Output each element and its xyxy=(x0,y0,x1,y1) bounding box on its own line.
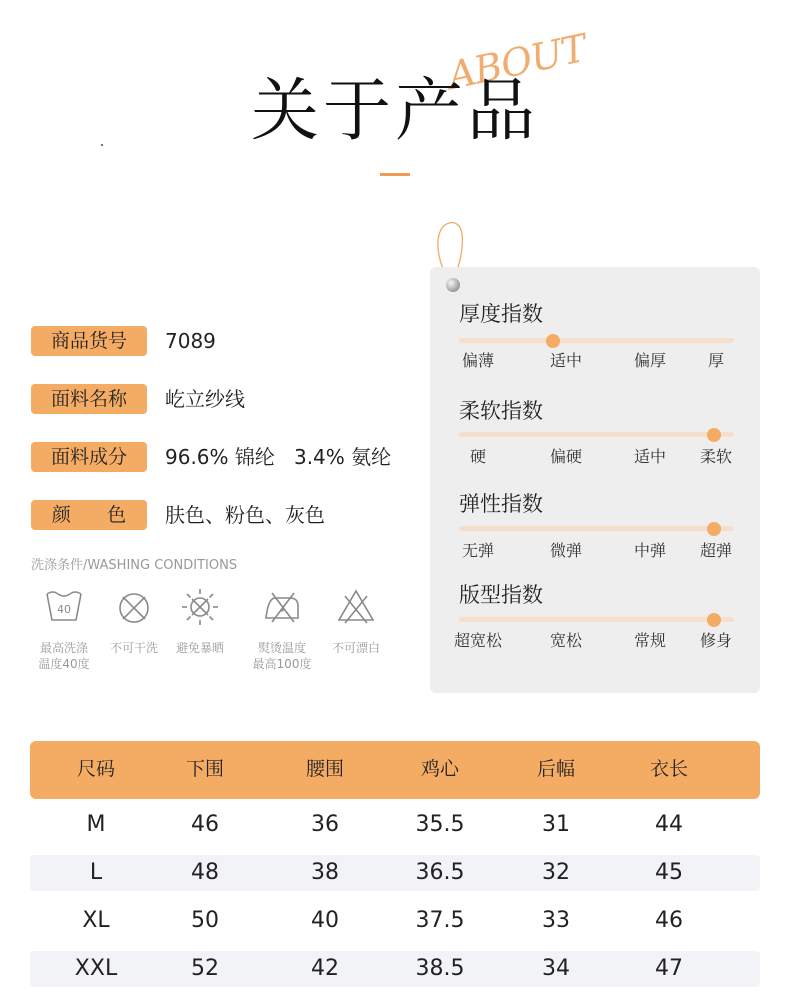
index-level-dot xyxy=(707,613,721,627)
index-track xyxy=(459,526,734,531)
wash-label-line1: 不可干洗 xyxy=(109,641,158,655)
wash-item-avoid-sun xyxy=(158,586,242,656)
table-cell: 33 xyxy=(542,908,570,933)
table-cell: XL xyxy=(82,908,110,933)
table-cell: 52 xyxy=(191,956,219,981)
wash-label-line2: 温度40度 xyxy=(38,657,90,671)
wash-item-iron xyxy=(240,586,324,672)
stray-dot xyxy=(101,144,103,146)
table-cell: L xyxy=(89,860,103,885)
table-cell: M xyxy=(86,812,106,837)
size-table-header-cell: 鸡心 xyxy=(420,758,459,780)
table-cell: 46 xyxy=(655,908,683,933)
table-cell: 34 xyxy=(542,956,570,981)
no-bleach-icon xyxy=(336,586,376,626)
table-cell: 47 xyxy=(655,956,683,981)
index-label: 厚 xyxy=(707,351,724,370)
index-label: 超弹 xyxy=(699,541,732,560)
index-label: 超宽松 xyxy=(453,631,502,650)
tag-fabric-composition: 面料成分 xyxy=(31,442,147,472)
table-cell: 36.5 xyxy=(415,860,465,885)
wash-label-line1: 不可漂白 xyxy=(331,641,380,655)
fabric-composition-value: 96.6% 锦纶 3.4% 氨纶 xyxy=(165,445,392,469)
table-cell: 36 xyxy=(311,812,339,837)
wash-40-icon xyxy=(44,586,84,626)
index-label: 柔软 xyxy=(699,447,732,466)
size-table-header-cell: 下围 xyxy=(185,758,224,780)
index-label: 常规 xyxy=(633,631,666,650)
table-cell: 31 xyxy=(542,812,570,837)
index-level-dot xyxy=(546,334,560,348)
index-title: 版型指数 xyxy=(459,583,543,607)
index-label: 硬 xyxy=(469,447,486,466)
iron-100-icon xyxy=(262,586,302,626)
fabric-name-value: 屹立纱线 xyxy=(165,387,245,411)
index-label: 偏厚 xyxy=(633,351,666,370)
table-cell: XXL xyxy=(74,956,118,981)
index-label: 偏薄 xyxy=(461,351,494,370)
table-cell: 46 xyxy=(191,812,219,837)
color-value: 肤色、粉色、灰色 xyxy=(165,503,325,527)
washing-conditions-title: 洗涤条件/WASHING CONDITIONS xyxy=(31,558,238,573)
index-track xyxy=(459,617,734,622)
table-cell: 45 xyxy=(655,860,683,885)
table-cell: 32 xyxy=(542,860,570,885)
index-title: 弹性指数 xyxy=(459,492,543,516)
index-title: 厚度指数 xyxy=(459,302,543,326)
index-label: 宽松 xyxy=(549,631,582,650)
index-level-dot xyxy=(707,522,721,536)
index-level-dot xyxy=(707,428,721,442)
index-label: 中弹 xyxy=(633,541,666,560)
table-cell: 40 xyxy=(311,908,339,933)
index-label: 微弹 xyxy=(549,541,582,560)
table-cell: 37.5 xyxy=(415,908,465,933)
wash-temp-number: 40 xyxy=(57,603,71,616)
wash-label-line1: 避免暴晒 xyxy=(175,641,224,655)
size-table-header-cell: 尺码 xyxy=(76,758,115,780)
table-cell: 50 xyxy=(191,908,219,933)
table-cell: 38 xyxy=(311,860,339,885)
about-script-text: ABOUT xyxy=(443,25,590,99)
table-cell: 44 xyxy=(655,812,683,837)
wash-label-line1: 熨烫温度 xyxy=(257,641,306,655)
index-track xyxy=(459,338,734,343)
index-track xyxy=(459,432,734,437)
table-cell: 42 xyxy=(311,956,339,981)
avoid-sun-icon xyxy=(180,586,220,626)
index-label: 修身 xyxy=(699,631,732,650)
size-table-header-cell: 腰围 xyxy=(305,758,344,780)
table-cell: 38.5 xyxy=(415,956,465,981)
size-table-header-cell: 后幅 xyxy=(536,758,575,780)
table-cell: 35.5 xyxy=(415,812,465,837)
item-number-value: 7089 xyxy=(165,329,216,353)
index-label: 适中 xyxy=(633,447,666,466)
card-hole xyxy=(446,278,460,292)
index-label: 偏硬 xyxy=(549,447,582,466)
tag-color: 颜 色 xyxy=(31,500,147,530)
tag-fabric-name: 面料名称 xyxy=(31,384,147,414)
size-table-header-cell: 衣长 xyxy=(649,758,688,780)
table-cell: 48 xyxy=(191,860,219,885)
no-dry-clean-icon xyxy=(114,586,154,626)
index-label: 无弹 xyxy=(461,541,494,560)
wash-label-line1: 最高洗涤 xyxy=(39,641,88,655)
wash-item-no-bleach xyxy=(314,586,398,656)
wash-label-line2: 最高100度 xyxy=(252,657,312,671)
index-label: 适中 xyxy=(549,351,582,370)
title-underline xyxy=(380,173,410,176)
tag-item-number: 商品货号 xyxy=(31,326,147,356)
page-title: 关于产品 xyxy=(250,72,539,151)
index-title: 柔软指数 xyxy=(459,399,543,423)
